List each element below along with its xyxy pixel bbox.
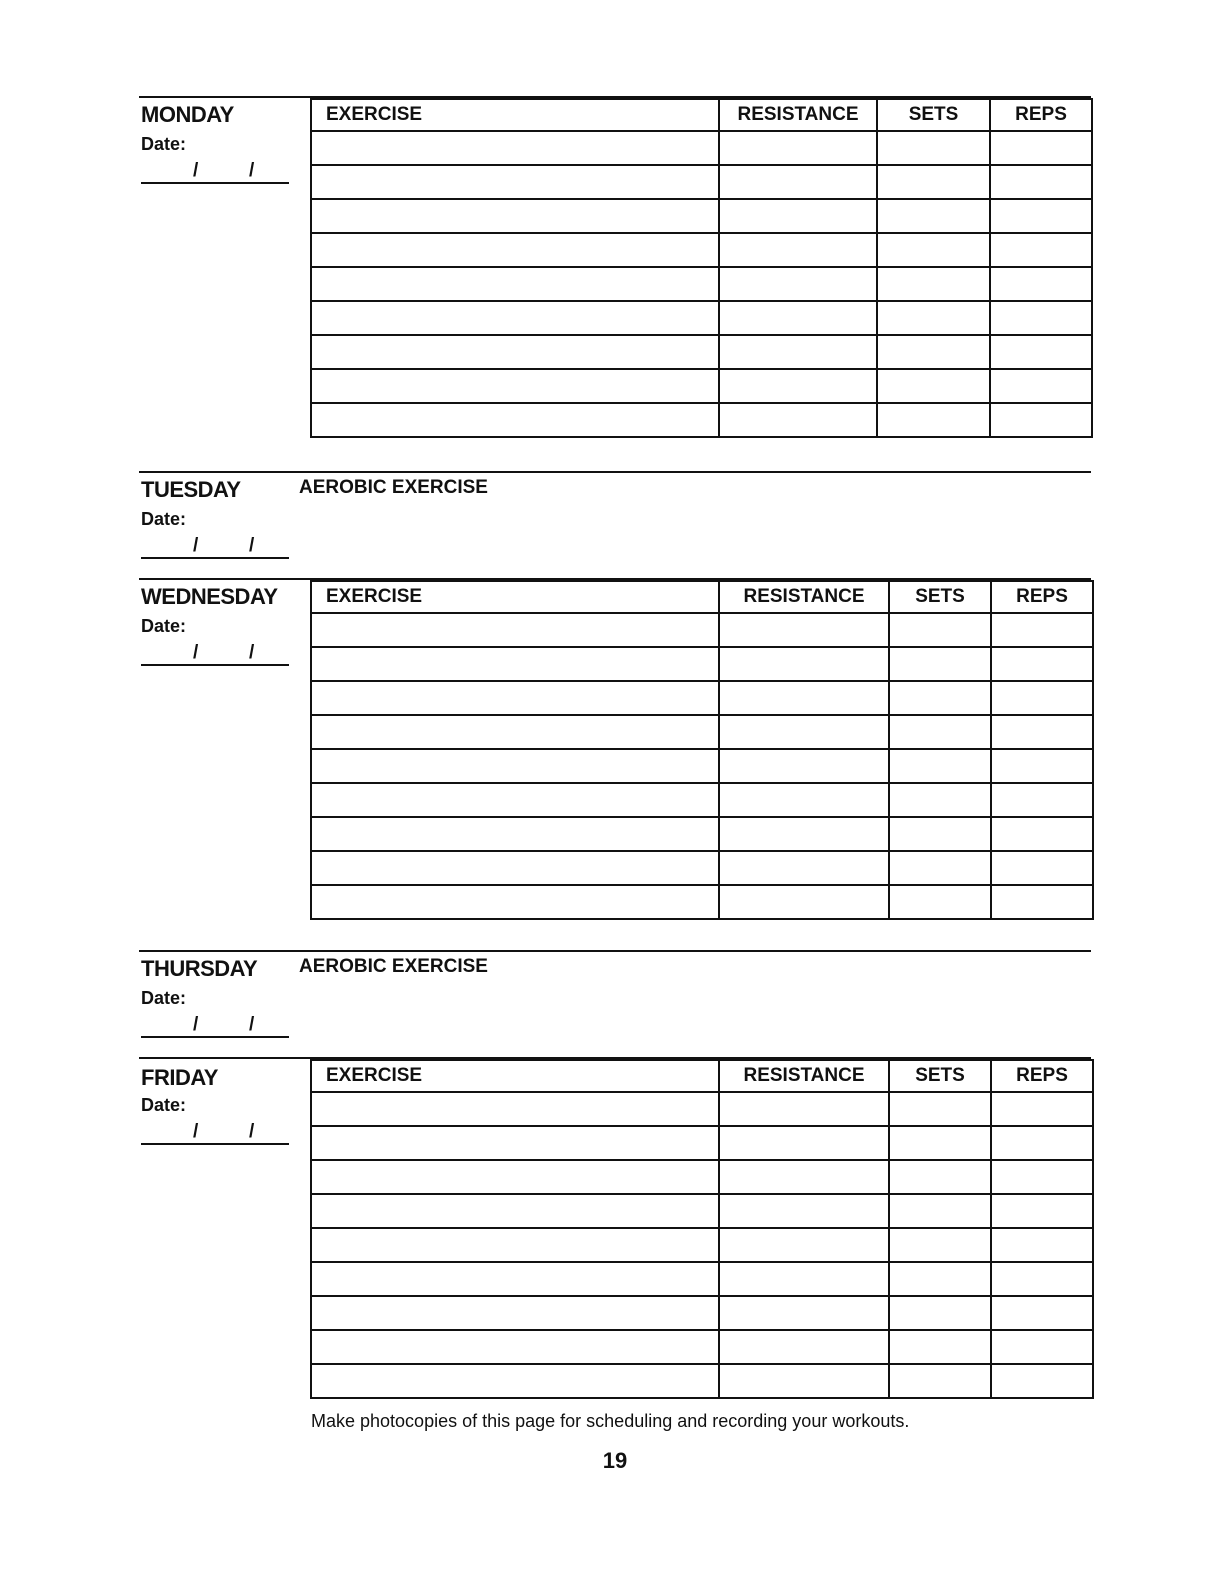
date-field[interactable]: [141, 160, 289, 184]
resistance-cell[interactable]: [719, 1194, 889, 1228]
aerobic-exercise-label: AEROBIC EXERCISE: [299, 956, 488, 977]
table-row: [311, 301, 1092, 335]
resistance-cell[interactable]: [719, 233, 877, 267]
reps-cell[interactable]: [991, 783, 1093, 817]
resistance-cell[interactable]: [719, 715, 889, 749]
exercise-cell[interactable]: [311, 301, 719, 335]
reps-cell[interactable]: [991, 647, 1093, 681]
header-reps: REPS: [991, 581, 1093, 613]
reps-cell[interactable]: [991, 1330, 1093, 1364]
resistance-cell[interactable]: [719, 749, 889, 783]
exercise-cell[interactable]: [311, 165, 719, 199]
table-row: [311, 1126, 1093, 1160]
header-reps: REPS: [990, 99, 1092, 131]
resistance-cell[interactable]: [719, 301, 877, 335]
sets-cell[interactable]: [889, 783, 991, 817]
sets-cell[interactable]: [889, 1296, 991, 1330]
table-row: [311, 851, 1093, 885]
sets-cell[interactable]: [889, 1330, 991, 1364]
reps-cell[interactable]: [990, 165, 1092, 199]
date-slash: /: [249, 642, 255, 663]
resistance-cell[interactable]: [719, 199, 877, 233]
reps-cell[interactable]: [991, 1194, 1093, 1228]
resistance-cell[interactable]: [719, 1296, 889, 1330]
resistance-cell[interactable]: [719, 1262, 889, 1296]
exercise-cell[interactable]: [311, 1126, 719, 1160]
date-slash: /: [249, 160, 255, 181]
exercise-cell[interactable]: [311, 1228, 719, 1262]
resistance-cell[interactable]: [719, 335, 877, 369]
exercise-cell[interactable]: [311, 715, 719, 749]
sets-cell[interactable]: [889, 613, 991, 647]
exercise-cell[interactable]: [311, 199, 719, 233]
exercise-cell[interactable]: [311, 1160, 719, 1194]
exercise-log-table: [310, 98, 1093, 438]
reps-cell[interactable]: [991, 1228, 1093, 1262]
table-row: [311, 613, 1093, 647]
date-label: Date:: [141, 988, 187, 1008]
reps-cell[interactable]: [991, 1262, 1093, 1296]
exercise-cell[interactable]: [311, 267, 719, 301]
resistance-cell[interactable]: [719, 165, 877, 199]
sets-cell[interactable]: [889, 1228, 991, 1262]
date-label: Date:: [141, 134, 187, 154]
reps-cell[interactable]: [990, 233, 1092, 267]
resistance-cell[interactable]: [719, 681, 889, 715]
date-field[interactable]: [141, 1014, 289, 1038]
date-slash: /: [249, 535, 255, 556]
table-row: [311, 817, 1093, 851]
header-resistance: RESISTANCE: [719, 1060, 889, 1092]
sets-cell[interactable]: [877, 301, 990, 335]
table-row: [311, 647, 1093, 681]
exercise-cell[interactable]: [311, 1194, 719, 1228]
resistance-cell[interactable]: [719, 1160, 889, 1194]
resistance-cell[interactable]: [719, 131, 877, 165]
header-exercise: EXERCISE: [311, 99, 719, 131]
table-row: [311, 1330, 1093, 1364]
header-sets: SETS: [877, 99, 990, 131]
table-row: [311, 199, 1092, 233]
resistance-cell[interactable]: [719, 1330, 889, 1364]
date-label: Date:: [141, 1095, 187, 1115]
aerobic-exercise-label: AEROBIC EXERCISE: [299, 477, 488, 498]
sets-cell[interactable]: [889, 1092, 991, 1126]
day-title-wednesday: WEDNESDAY: [141, 584, 278, 609]
header-sets: SETS: [889, 1060, 991, 1092]
date-slash: /: [193, 1014, 199, 1035]
resistance-cell[interactable]: [719, 851, 889, 885]
resistance-cell[interactable]: [719, 403, 877, 437]
sets-cell[interactable]: [889, 1160, 991, 1194]
exercise-cell[interactable]: [311, 1092, 719, 1126]
date-slash: /: [193, 642, 199, 663]
sets-cell[interactable]: [889, 1194, 991, 1228]
sets-cell[interactable]: [889, 681, 991, 715]
sets-cell[interactable]: [877, 131, 990, 165]
day-title-monday: MONDAY: [141, 102, 234, 127]
exercise-cell[interactable]: [311, 851, 719, 885]
reps-cell[interactable]: [991, 1364, 1093, 1398]
exercise-cell[interactable]: [311, 1364, 719, 1398]
reps-cell[interactable]: [990, 335, 1092, 369]
table-row: [311, 1194, 1093, 1228]
sets-cell[interactable]: [889, 817, 991, 851]
exercise-cell[interactable]: [311, 749, 719, 783]
sets-cell[interactable]: [889, 1126, 991, 1160]
date-slash: /: [193, 1121, 199, 1142]
date-field[interactable]: [141, 535, 289, 559]
resistance-cell[interactable]: [719, 1228, 889, 1262]
resistance-cell[interactable]: [719, 613, 889, 647]
date-slash: /: [193, 535, 199, 556]
header-exercise: EXERCISE: [311, 581, 719, 613]
table-row: [311, 267, 1092, 301]
resistance-cell[interactable]: [719, 647, 889, 681]
resistance-cell[interactable]: [719, 369, 877, 403]
table-row: [311, 1296, 1093, 1330]
reps-cell[interactable]: [991, 885, 1093, 919]
sets-cell[interactable]: [889, 715, 991, 749]
reps-cell[interactable]: [990, 131, 1092, 165]
day-title-friday: FRIDAY: [141, 1065, 218, 1090]
exercise-cell[interactable]: [311, 335, 719, 369]
reps-cell[interactable]: [991, 1296, 1093, 1330]
reps-cell[interactable]: [991, 1126, 1093, 1160]
reps-cell[interactable]: [991, 715, 1093, 749]
date-label: Date:: [141, 509, 187, 529]
table-header-row: [311, 1060, 1093, 1092]
exercise-log-table: [310, 1059, 1094, 1399]
resistance-cell[interactable]: [719, 267, 877, 301]
reps-cell[interactable]: [990, 199, 1092, 233]
exercise-cell[interactable]: [311, 369, 719, 403]
reps-cell[interactable]: [990, 267, 1092, 301]
table-row: [311, 1160, 1093, 1194]
resistance-cell[interactable]: [719, 1092, 889, 1126]
date-label: Date:: [141, 616, 187, 636]
resistance-cell[interactable]: [719, 817, 889, 851]
exercise-cell[interactable]: [311, 783, 719, 817]
page-number: 19: [602, 1448, 628, 1473]
table-row: [311, 1092, 1093, 1126]
sets-cell[interactable]: [889, 851, 991, 885]
table-header-row: [311, 581, 1093, 613]
table-row: [311, 1228, 1093, 1262]
exercise-cell[interactable]: [311, 613, 719, 647]
day-title-thursday: THURSDAY: [141, 956, 258, 981]
exercise-cell[interactable]: [311, 885, 719, 919]
reps-cell[interactable]: [991, 613, 1093, 647]
date-field[interactable]: [141, 1121, 289, 1145]
date-slash: /: [249, 1121, 255, 1142]
resistance-cell[interactable]: [719, 783, 889, 817]
reps-cell[interactable]: [991, 817, 1093, 851]
header-resistance: RESISTANCE: [719, 581, 889, 613]
table-row: [311, 783, 1093, 817]
section-rule: [139, 950, 1091, 952]
date-field[interactable]: [141, 642, 289, 666]
reps-cell[interactable]: [991, 1092, 1093, 1126]
reps-cell[interactable]: [991, 681, 1093, 715]
exercise-log-table: [310, 580, 1094, 920]
header-exercise: EXERCISE: [311, 1060, 719, 1092]
table-row: [311, 749, 1093, 783]
day-title-tuesday: TUESDAY: [141, 477, 241, 502]
exercise-cell[interactable]: [311, 131, 719, 165]
header-sets: SETS: [889, 581, 991, 613]
sets-cell[interactable]: [877, 199, 990, 233]
section-rule: [139, 471, 1091, 473]
table-row: [311, 131, 1092, 165]
reps-cell[interactable]: [991, 749, 1093, 783]
reps-cell[interactable]: [990, 403, 1092, 437]
reps-cell[interactable]: [991, 851, 1093, 885]
exercise-cell[interactable]: [311, 1330, 719, 1364]
table-row: [311, 1262, 1093, 1296]
sets-cell[interactable]: [877, 403, 990, 437]
table-header-row: [311, 99, 1092, 131]
date-slash: /: [249, 1014, 255, 1035]
date-slash: /: [193, 160, 199, 181]
table-row: [311, 715, 1093, 749]
sets-cell[interactable]: [889, 1262, 991, 1296]
sets-cell[interactable]: [889, 1364, 991, 1398]
sets-cell[interactable]: [877, 267, 990, 301]
sets-cell[interactable]: [889, 885, 991, 919]
header-reps: REPS: [991, 1060, 1093, 1092]
footer-note: Make photocopies of this page for scheduling and recording your workouts.: [311, 1411, 910, 1431]
sets-cell[interactable]: [889, 749, 991, 783]
exercise-cell[interactable]: [311, 647, 719, 681]
sets-cell[interactable]: [877, 335, 990, 369]
exercise-cell[interactable]: [311, 403, 719, 437]
reps-cell[interactable]: [991, 1160, 1093, 1194]
exercise-cell[interactable]: [311, 1262, 719, 1296]
table-row: [311, 403, 1092, 437]
table-row: [311, 233, 1092, 267]
exercise-cell[interactable]: [311, 1296, 719, 1330]
table-row: [311, 165, 1092, 199]
reps-cell[interactable]: [990, 301, 1092, 335]
table-row: [311, 335, 1092, 369]
exercise-cell[interactable]: [311, 817, 719, 851]
table-row: [311, 681, 1093, 715]
table-row: [311, 369, 1092, 403]
reps-cell[interactable]: [990, 369, 1092, 403]
header-resistance: RESISTANCE: [719, 99, 877, 131]
resistance-cell[interactable]: [719, 1364, 889, 1398]
resistance-cell[interactable]: [719, 885, 889, 919]
table-row: [311, 1364, 1093, 1398]
sets-cell[interactable]: [889, 647, 991, 681]
sets-cell[interactable]: [877, 165, 990, 199]
sets-cell[interactable]: [877, 369, 990, 403]
exercise-cell[interactable]: [311, 233, 719, 267]
resistance-cell[interactable]: [719, 1126, 889, 1160]
exercise-cell[interactable]: [311, 681, 719, 715]
table-row: [311, 885, 1093, 919]
sets-cell[interactable]: [877, 233, 990, 267]
